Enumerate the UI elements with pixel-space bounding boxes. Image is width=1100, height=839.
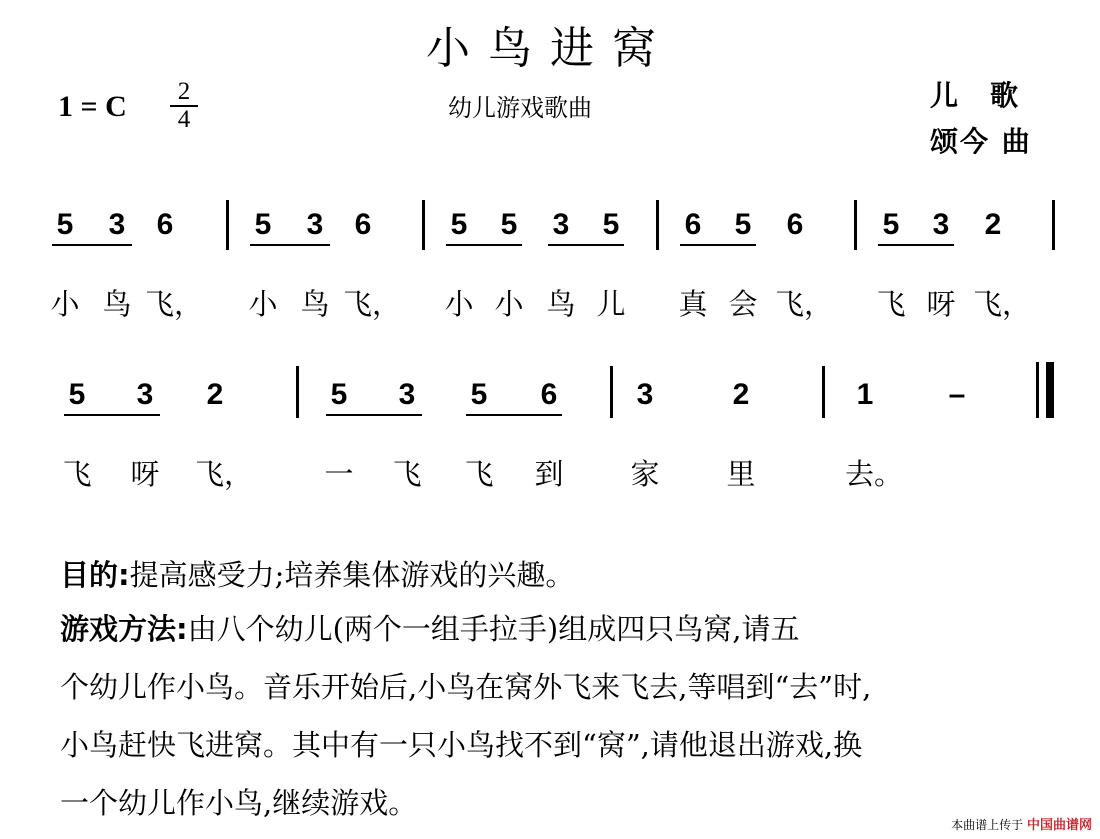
beat-underline: [326, 414, 422, 416]
note: 2: [206, 378, 224, 411]
lyric: 呀: [926, 287, 956, 321]
note: 3: [398, 378, 416, 411]
method-line: 小鸟赶快飞进窝。其中有一只小鸟找不到“窝”,请他退出游戏,换: [60, 728, 863, 762]
method-paragraph: [60, 600, 1060, 832]
footer-watermark: [951, 814, 1092, 833]
purpose-paragraph: [60, 546, 1060, 604]
lyric: 飞，: [195, 457, 254, 491]
key-signature: 1 = C: [58, 90, 127, 123]
lyric: 到: [534, 457, 564, 491]
note: 5: [450, 208, 468, 241]
song-title: 小鸟进窝: [426, 23, 674, 74]
note: 5: [602, 208, 620, 241]
lyric: 真: [678, 287, 708, 321]
method-line: 个幼儿作小鸟。音乐开始后,小鸟在窝外飞来飞去,等唱到“去”时,: [60, 670, 872, 704]
method-line: 由八个幼儿(两个一组手拉手)组成四只鸟窝,请五: [187, 612, 800, 646]
purpose-text: 提高感受力;培养集体游戏的兴趣。: [129, 558, 575, 592]
note: 3: [932, 208, 950, 241]
lyric: 飞，: [343, 287, 402, 321]
lyric: 会: [728, 287, 758, 321]
note: 3: [306, 208, 324, 241]
lyric: 鸟: [546, 287, 576, 321]
lyric: 飞: [62, 457, 92, 491]
note: 5: [56, 208, 74, 241]
time-signature-bottom: 4: [177, 106, 191, 133]
site-logo: 中国曲谱网: [1026, 818, 1092, 833]
bar-line: [1052, 200, 1055, 250]
time-signature: [170, 80, 198, 132]
footer-text: 本曲谱上传于: [951, 818, 1024, 832]
note: 3: [108, 208, 126, 241]
note: 5: [500, 208, 518, 241]
lyric: 小: [494, 287, 524, 321]
lyric: 去。: [845, 457, 904, 491]
note: 6: [540, 378, 558, 411]
note: 5: [470, 378, 488, 411]
note: 5: [882, 208, 900, 241]
note: 3: [636, 378, 654, 411]
bar-line: [610, 366, 613, 418]
lyric: 里: [726, 457, 756, 491]
method-line: 一个幼儿作小鸟,继续游戏。: [60, 786, 418, 820]
lyric: 呀: [130, 457, 160, 491]
lyric: 飞，: [973, 287, 1032, 321]
beat-underline: [878, 244, 954, 246]
method-label: 游戏方法:: [60, 612, 188, 646]
bar-line: [822, 366, 825, 418]
final-bar-thin: [1036, 362, 1039, 418]
lyric: 小: [248, 287, 278, 321]
note: 5: [254, 208, 272, 241]
note: 2: [984, 208, 1002, 241]
beat-underline: [548, 244, 624, 246]
note: 6: [354, 208, 372, 241]
lyricist-credit: 儿 歌: [930, 79, 1021, 112]
note: 6: [684, 208, 702, 241]
beat-underline: [466, 414, 562, 416]
sustain-dash: –: [948, 378, 966, 411]
note: 5: [68, 378, 86, 411]
bar-line: [226, 200, 229, 250]
note: 2: [732, 378, 750, 411]
purpose-label: 目的:: [60, 558, 130, 592]
note: 6: [156, 208, 174, 241]
lyric: 鸟: [300, 287, 330, 321]
lyric: 飞: [876, 287, 906, 321]
lyric: 飞，: [775, 287, 834, 321]
lyric: 飞，: [145, 287, 204, 321]
lyric: 一: [324, 457, 354, 491]
time-signature-top: 2: [177, 78, 191, 105]
note: 5: [734, 208, 752, 241]
bar-line: [656, 200, 659, 250]
lyric: 飞: [392, 457, 422, 491]
note: 3: [552, 208, 570, 241]
note: 3: [136, 378, 154, 411]
composer-credit: 颂今 曲: [930, 125, 1032, 158]
beat-underline: [64, 414, 160, 416]
song-subtitle: 幼儿游戏歌曲: [448, 94, 592, 122]
lyric: 家: [630, 457, 660, 491]
beat-underline: [446, 244, 522, 246]
bar-line: [296, 366, 299, 418]
lyric: 小: [50, 287, 80, 321]
note: 6: [786, 208, 804, 241]
beat-underline: [52, 244, 132, 246]
note: 1: [856, 378, 874, 411]
lyric: 鸟: [102, 287, 132, 321]
final-bar-thick: [1046, 362, 1054, 418]
note: 5: [330, 378, 348, 411]
bar-line: [422, 200, 425, 250]
lyric: 儿: [596, 287, 626, 321]
bar-line: [854, 200, 857, 250]
lyric: 飞: [464, 457, 494, 491]
lyric: 小: [444, 287, 474, 321]
beat-underline: [250, 244, 330, 246]
beat-underline: [680, 244, 756, 246]
